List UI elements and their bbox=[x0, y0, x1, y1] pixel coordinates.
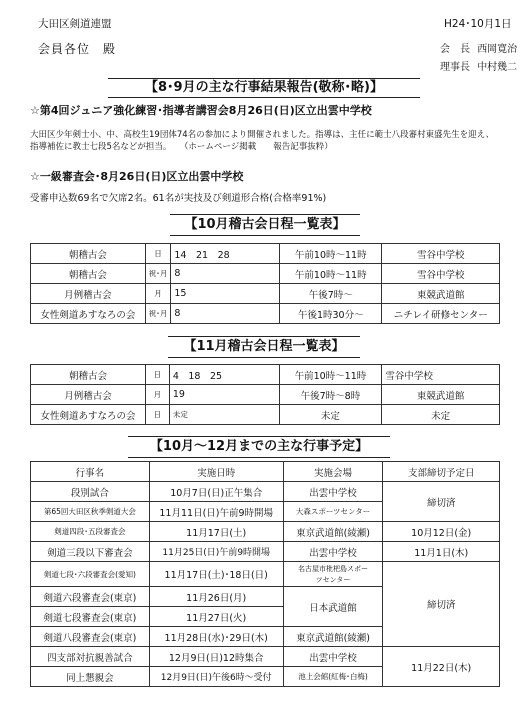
cell-time: 午後1時30分～ bbox=[280, 304, 382, 324]
document-date: H24･10月1日 bbox=[444, 18, 512, 30]
november-schedule-title: 【11月稽古会日程一覧表】 bbox=[168, 336, 360, 358]
cell-place: 雪谷中学校 bbox=[382, 244, 500, 264]
cell-event: 剣道三段以下審査会 bbox=[31, 542, 150, 562]
sender-role: 理事長 bbox=[440, 62, 470, 73]
cell-name: 月例稽古会 bbox=[31, 284, 146, 304]
cell-deadline: 締切済 bbox=[383, 482, 500, 522]
cell-place: 雪谷中学校 bbox=[382, 264, 500, 284]
cell-datetime: 11月17日(土) bbox=[149, 522, 283, 542]
cell-place: 雪谷中学校 bbox=[382, 365, 500, 385]
october-schedule-title: 【10月稽古会日程一覧表】 bbox=[170, 214, 360, 236]
cell-datetime: 11月11日(日)午前9時開場 bbox=[149, 502, 283, 522]
column-header: 支部締切予定日 bbox=[383, 462, 500, 482]
cell-event: 段別試合 bbox=[31, 482, 150, 502]
cell-event: 剣道八段審査会(東京) bbox=[31, 627, 150, 647]
table-row bbox=[31, 482, 500, 502]
table-row bbox=[31, 542, 500, 562]
cell-dates: 未定 bbox=[169, 405, 279, 425]
cell-name: 女性剣道あすなろの会 bbox=[31, 405, 146, 425]
cell-datetime: 11月28日(水)･29日(木) bbox=[149, 627, 283, 647]
october-schedule-table bbox=[30, 243, 500, 324]
cell-venue: 出雲中学校 bbox=[283, 482, 383, 502]
cell-datetime: 11月17日(土)･18日(日) bbox=[149, 562, 283, 587]
table-row bbox=[31, 522, 500, 542]
table-row bbox=[31, 365, 500, 385]
cell-event: 剣道四段･五段審査会 bbox=[31, 522, 150, 542]
cell-time: 午前10時～11時 bbox=[280, 264, 382, 284]
cell-place: 未定 bbox=[382, 405, 500, 425]
cell-dates: 19 bbox=[169, 385, 279, 405]
sender-president bbox=[440, 40, 517, 55]
cell-name: 朝稽古会 bbox=[31, 244, 146, 264]
cell-name: 朝稽古会 bbox=[31, 365, 146, 385]
cell-place: 東競武道館 bbox=[382, 284, 500, 304]
sender-director bbox=[440, 58, 517, 73]
cell-dates: 8 bbox=[171, 264, 280, 284]
section-body: 大田区少年剣士小、中、高校生19団体74名の参加により開催されました。指導は、主任に範士八段審村東盛先生を迎え、指導補佐に教士七段5名などが担当。 （ホームページ掲載 報告記事抜粋） bbox=[30, 130, 495, 152]
cell-day: 日 bbox=[145, 244, 171, 264]
cell-deadline: 11月22日(木) bbox=[383, 647, 500, 687]
cell-time: 午後7時～ bbox=[280, 284, 382, 304]
sender-name: 中村幾二 bbox=[477, 62, 518, 73]
table-row bbox=[31, 405, 500, 425]
cell-event: 剣道六段審査会(東京) bbox=[31, 587, 150, 607]
cell-datetime: 10月7日(日)正午集合 bbox=[149, 482, 283, 502]
column-header: 実施日時 bbox=[149, 462, 283, 482]
cell-event: 剣道七段･六段審査会(愛知) bbox=[31, 562, 150, 587]
table-row bbox=[31, 647, 500, 667]
cell-time: 午前10時～11時 bbox=[280, 244, 382, 264]
table-header-row bbox=[31, 462, 500, 482]
cell-datetime: 11月25日(日)午前9時開場 bbox=[149, 542, 283, 562]
events-schedule-title: 【10月～12月までの主な行事予定】 bbox=[128, 436, 390, 458]
cell-time: 午後7時～8時 bbox=[279, 385, 382, 405]
table-row bbox=[31, 284, 500, 304]
column-header: 実施会場 bbox=[283, 462, 383, 482]
section-body: 受審申込数69名で欠席2名。61名が実技及び剣道形合格(合格率91%) bbox=[30, 193, 327, 204]
cell-event: 剣道七段審査会(東京) bbox=[31, 607, 150, 627]
cell-venue: 東京武道館(綾瀬) bbox=[283, 522, 383, 542]
cell-event: 同上懇親会 bbox=[31, 667, 150, 687]
cell-venue: 東京武道館(綾瀬) bbox=[283, 627, 383, 647]
events-schedule-table bbox=[30, 461, 500, 687]
table-row bbox=[31, 304, 500, 324]
sender-name: 西岡寛治 bbox=[477, 44, 518, 55]
cell-dates: 8 bbox=[171, 304, 280, 324]
cell-deadline: 締切済 bbox=[383, 562, 500, 647]
table-row bbox=[31, 264, 500, 284]
cell-place: 東競武道館 bbox=[382, 385, 500, 405]
cell-dates: 4 18 25 bbox=[169, 365, 279, 385]
cell-datetime: 12月9日(日)12時集合 bbox=[149, 647, 283, 667]
november-schedule-table bbox=[30, 364, 500, 425]
sender-role: 会 長 bbox=[440, 44, 470, 55]
organization-name: 大田区剣道連盟 bbox=[38, 18, 112, 30]
section-title: ☆一級審査会･8月26日(日)区立出雲中学校 bbox=[30, 170, 244, 183]
cell-event: 第65回大田区秋季剣道大会 bbox=[31, 502, 150, 522]
cell-datetime: 11月27日(火) bbox=[149, 607, 283, 627]
table-row bbox=[31, 562, 500, 587]
cell-venue: 出雲中学校 bbox=[283, 542, 383, 562]
cell-venue: 大森スポーツセンター bbox=[283, 502, 383, 522]
cell-datetime: 12月9日(日)午後6時～受付 bbox=[149, 667, 283, 687]
cell-venue bbox=[283, 562, 383, 587]
column-header: 行事名 bbox=[31, 462, 150, 482]
cell-time: 未定 bbox=[279, 405, 382, 425]
cell-deadline: 10月12日(金) bbox=[383, 522, 500, 542]
cell-day: 祝･月 bbox=[145, 264, 171, 284]
table-row bbox=[31, 385, 500, 405]
cell-dates: 15 bbox=[171, 284, 280, 304]
cell-name: 朝稽古会 bbox=[31, 264, 146, 284]
cell-day: 日 bbox=[145, 405, 169, 425]
cell-day: 月 bbox=[145, 284, 171, 304]
addressee: 会員各位 殿 bbox=[38, 42, 117, 56]
cell-day: 月 bbox=[145, 385, 169, 405]
report-headline: 【8･9月の主な行事結果報告(敬称･略)】 bbox=[108, 78, 420, 98]
cell-day: 日 bbox=[145, 365, 169, 385]
cell-place: ニチレイ研修センター bbox=[382, 304, 500, 324]
cell-name: 月例稽古会 bbox=[31, 385, 146, 405]
cell-name: 女性剣道あすなろの会 bbox=[31, 304, 146, 324]
cell-venue: 日本武道館 bbox=[283, 587, 383, 627]
section-title: ☆第4回ジュニア強化練習･指導者講習会8月26日(日)区立出雲中学校 bbox=[30, 104, 372, 117]
cell-day: 祝･月 bbox=[145, 304, 171, 324]
cell-dates: 14 21 28 bbox=[171, 244, 280, 264]
cell-time: 午前10時～11時 bbox=[279, 365, 382, 385]
table-row bbox=[31, 244, 500, 264]
cell-deadline: 11月1日(木) bbox=[383, 542, 500, 562]
cell-event: 四支部対抗親善試合 bbox=[31, 647, 150, 667]
venue-text: 名古屋市枇杷島スポーツセンター bbox=[298, 565, 369, 584]
cell-datetime: 11月26日(月) bbox=[149, 587, 283, 607]
cell-venue: 出雲中学校 bbox=[283, 647, 383, 667]
cell-venue: 池上会館(紅梅･白梅) bbox=[283, 667, 383, 687]
